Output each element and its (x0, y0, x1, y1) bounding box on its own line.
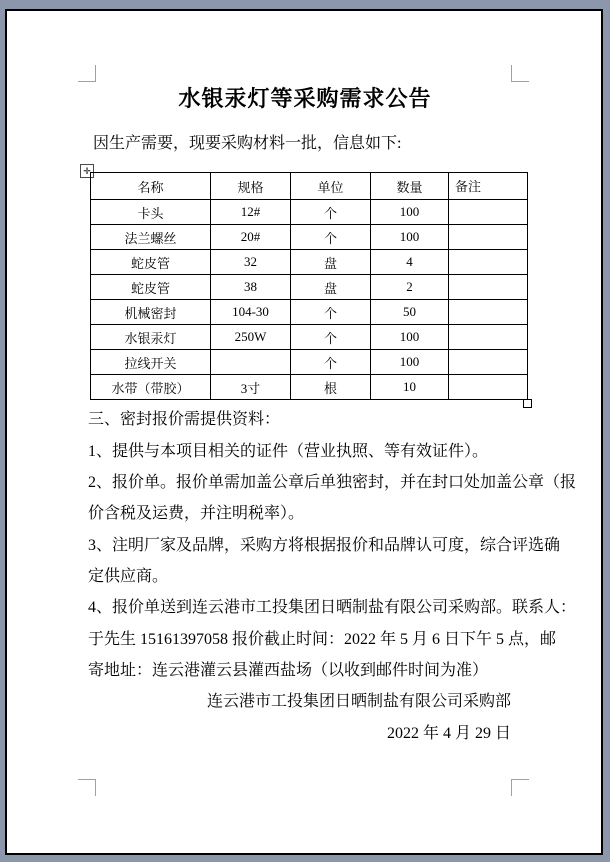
cell-spec: 3寸 (211, 375, 291, 400)
body-line: 2、报价单。报价单需加盖公章后单独密封，并在封口处加盖公章（报 (88, 473, 577, 491)
cell-name: 蛇皮管 (91, 275, 211, 300)
signoff-date: 2022 年 4 月 29 日 (386, 724, 511, 742)
cell-name: 法兰螺丝 (91, 225, 211, 250)
cell-unit: 个 (291, 325, 371, 350)
cell-note (449, 275, 528, 300)
cell-qty: 10 (371, 375, 449, 400)
intro-paragraph: 因生产需要，现要采购材料一批，信息如下: (93, 135, 402, 152)
cell-spec: 20# (211, 225, 291, 250)
body-line: 于先生 15161397058 报价截止时间：2022 年 5 月 6 日下午 5 点，邮 (88, 630, 557, 648)
cell-name: 水银汞灯 (91, 325, 211, 350)
cell-note (449, 350, 528, 375)
margin-crop-mark-bottom-left (78, 779, 96, 796)
table-row (91, 350, 528, 375)
cell-unit: 个 (291, 200, 371, 225)
table-row (91, 325, 528, 350)
header-cell-note: 备注 (449, 173, 528, 200)
margin-crop-mark-bottom-right (511, 779, 529, 796)
procurement-table (90, 172, 528, 400)
body-line: 寄地址：连云港灌云县灌西盐场（以收到邮件时间为准） (88, 661, 489, 679)
header-cell-qty: 数量 (371, 173, 449, 200)
header-cell-name: 名称 (91, 173, 211, 200)
cell-note (449, 225, 528, 250)
body-line: 3、注明厂家及品牌，采购方将根据报价和品牌认可度，综合评选确 (88, 536, 561, 554)
body-line: 定供应商。 (88, 567, 169, 585)
cell-name: 卡头 (91, 200, 211, 225)
cell-note (449, 200, 528, 225)
cell-unit: 个 (291, 350, 371, 375)
cell-qty: 2 (371, 275, 449, 300)
cell-unit: 个 (291, 300, 371, 325)
cell-unit: 盘 (291, 250, 371, 275)
cell-spec: 104-30 (211, 300, 291, 325)
cell-spec (211, 350, 291, 375)
section-heading: 三、密封报价需提供资料： (88, 411, 281, 429)
table-row (91, 250, 528, 275)
cell-unit: 盘 (291, 275, 371, 300)
cell-name: 机械密封 (91, 300, 211, 325)
cell-qty: 100 (371, 325, 449, 350)
cell-note (449, 250, 528, 275)
cell-name: 水带（带胶） (91, 375, 211, 400)
body-line: 价含税及运费，并注明税率）。 (88, 505, 305, 523)
cell-name: 拉线开关 (91, 350, 211, 375)
header-cell-spec: 规格 (211, 173, 291, 200)
header-cell-unit: 单位 (291, 173, 371, 200)
cell-spec: 38 (211, 275, 291, 300)
cell-qty: 4 (371, 250, 449, 275)
cell-name: 蛇皮管 (91, 250, 211, 275)
cell-qty: 100 (371, 225, 449, 250)
body-line: 1、提供与本项目相关的证件（营业执照、等有效证件）。 (88, 442, 489, 460)
table-row (91, 225, 528, 250)
cell-unit: 个 (291, 225, 371, 250)
cell-note (449, 300, 528, 325)
cell-note (449, 375, 528, 400)
cell-spec: 12# (211, 200, 291, 225)
cell-unit: 根 (291, 375, 371, 400)
table-header-row (91, 173, 528, 200)
table-resize-handle[interactable] (523, 399, 532, 408)
cell-qty: 100 (371, 350, 449, 375)
table-row (91, 300, 528, 325)
table-row (91, 375, 528, 400)
document-title: 水银汞灯等采购需求公告 (178, 85, 432, 111)
table-row (91, 275, 528, 300)
signoff-company: 连云港市工投集团日晒制盐有限公司采购部 (206, 693, 511, 711)
body-line: 4、报价单送到连云港市工投集团日晒制盐有限公司采购部。联系人： (88, 599, 577, 617)
cell-qty: 50 (371, 300, 449, 325)
cell-note (449, 325, 528, 350)
cell-qty: 100 (371, 200, 449, 225)
table-row (91, 200, 528, 225)
body-text-block (88, 402, 577, 747)
cell-spec: 32 (211, 250, 291, 275)
cell-spec: 250W (211, 325, 291, 350)
move-cross-icon: ✛ (83, 165, 91, 176)
